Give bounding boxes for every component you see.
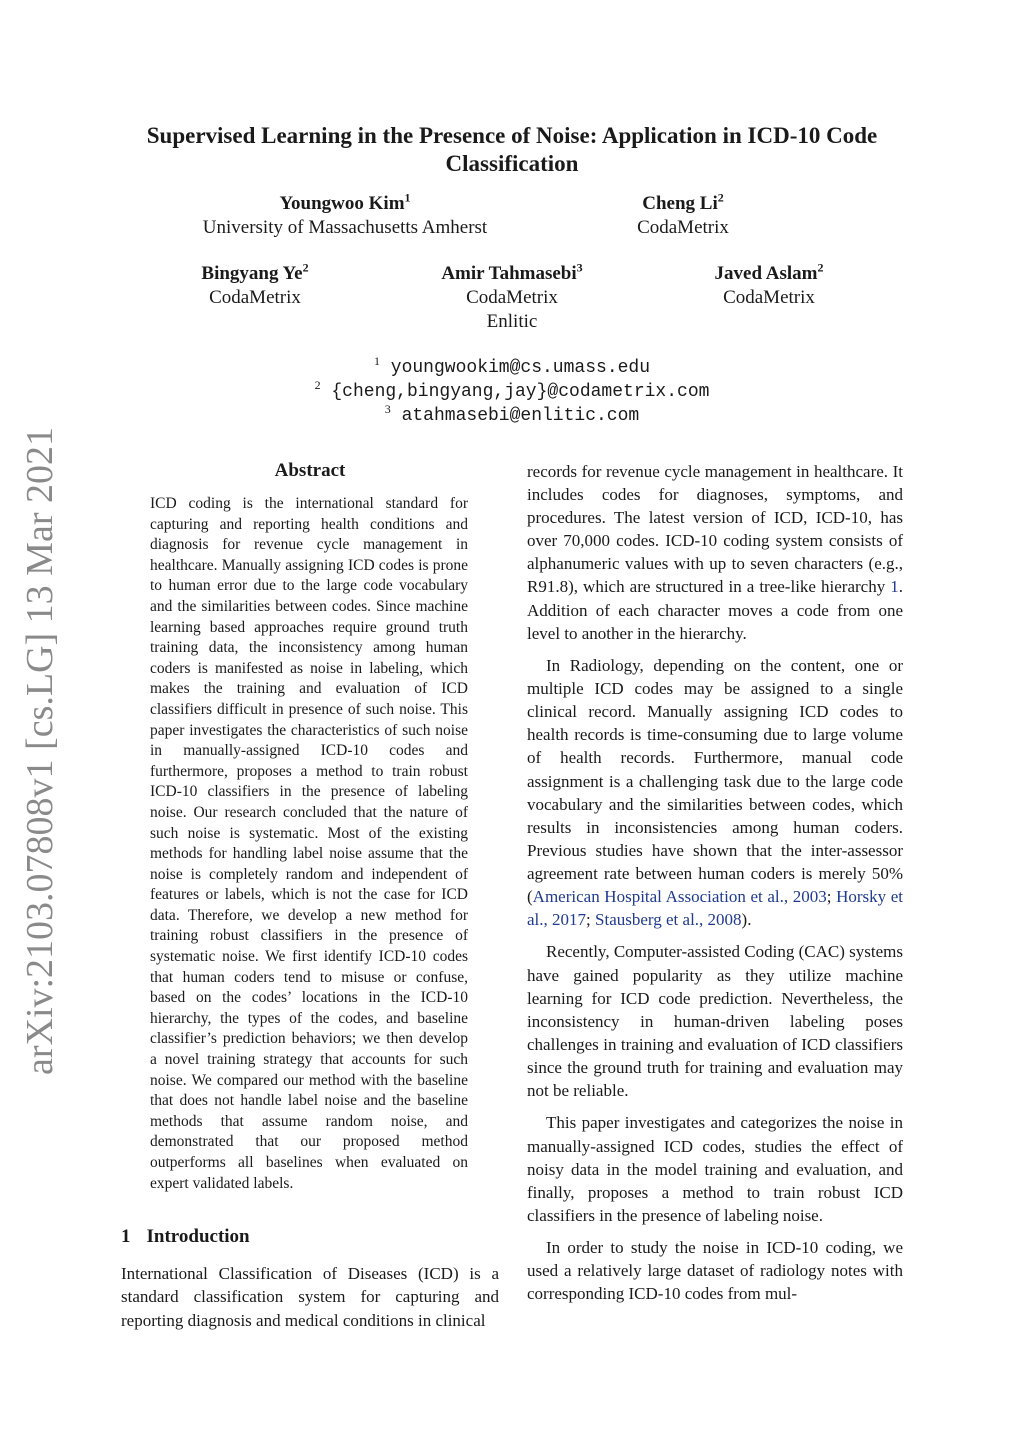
author-name: Javed Aslam$^2$ (714, 260, 824, 284)
citation-link[interactable]: American Hospital Association et al., 2003 (532, 886, 827, 906)
body-paragraph: records for revenue cycle management in healthcare. It includes codes for diagnoses, symptoms, and procedures. The latest version of ICD, ICD-10, has over 70,000 codes. ICD-10 coding system consists of alphanumeric values with up to seven characters (e.g., R91.8), which are structured in a tree-like hierarchy 1. Addition of each character moves a code from one level to another in the hierarchy. (527, 462, 903, 643)
intro-paragraph: International Classification of Diseases (ICD) is a standard classification system for capturing and reporting diagnosis and medical conditions in clinical (121, 1264, 499, 1330)
author-block (180, 192, 510, 240)
email-line: $^2$ {cheng,bingyang,jay}@codametrix.com (314, 378, 710, 402)
abstract-body: ICD coding is the international standard for capturing and reporting health conditions and diagnosis for revenue cycle management in healthcare. Manually assigning ICD codes is prone to human error due to the large code vocabulary and the similarities between codes. Since machine learning based approaches require ground truth training data, the inconsistency among human coders is manifested as noise in labeling, which makes the training and evaluation of ICD classifiers difficult in presence of such noise. This paper investigates the characteristics of such noise in manually-assigned ICD-10 codes and furthermore, proposes a method to train robust ICD-10 classifiers in the presence of labeling noise. Our research concluded that the nature of such noise is systematic. Most of the existing methods for handling label noise assume that the noise is completely random and independent of features or labels, which is not the case for ICD data. Therefore, we develop a new method for training robust classifiers in the presence of systematic noise. We first identify ICD-10 codes that human coders tend to misuse or confuse, based on the codes’ locations in the ICD-10 hierarchy, the types of the codes, and baseline classifier’s prediction behaviors; we then develop a novel training strategy that accounts for such noise. We compared our method with the baseline that does not handle label noise and the baseline methods that assume random noise, and demonstrated that our proposed method outperforms all baselines when evaluated on expert validated labels. (150, 495, 468, 1192)
citation-link[interactable]: Stausberg et al., 2008 (595, 910, 742, 930)
author-affiliation: CodaMetrix (466, 287, 558, 308)
author-block (669, 262, 869, 310)
author-block (402, 262, 622, 334)
section-title: Introduction (146, 1226, 250, 1247)
section-heading (121, 1226, 250, 1248)
author-name: Cheng Li$^2$ (642, 190, 724, 214)
author-affiliation: CodaMetrix (723, 287, 815, 308)
author-block (583, 192, 783, 240)
paper-title: Supervised Learning in the Presence of Noise: Application in ICD-10 Code Classification (146, 123, 878, 176)
author-affiliation-2: Enlitic (486, 311, 538, 332)
author-name: Amir Tahmasebi$^3$ (441, 260, 583, 284)
author-affiliation: CodaMetrix (637, 217, 729, 238)
arxiv-identifier: arXiv:2103.07808v1 [cs.LG] 13 Mar 2021 (19, 427, 61, 1076)
right-column (527, 460, 903, 1315)
abstract-heading: Abstract (274, 460, 346, 481)
section-number: 1 (121, 1226, 131, 1247)
body-paragraph: This paper investigates and categorizes the noise in manually-assigned ICD codes, studies the effect of noisy data in the model training and evaluation, and finally, proposes a method to train robust ICD classifiers in the presence of labeling noise. (527, 1113, 903, 1225)
figure-reference-link[interactable]: 1 (890, 577, 899, 597)
author-name: Youngwoo Kim$^1$ (279, 190, 411, 214)
citation-link[interactable]: Horsky et al., 2017 (527, 886, 903, 930)
author-emails (200, 356, 824, 428)
author-affiliation: University of Massachusetts Amherst (202, 217, 488, 238)
author-affiliation: CodaMetrix (209, 287, 301, 308)
body-paragraph: In Radiology, depending on the content, one or multiple ICD codes may be assigned to a single clinical record. Manually assigning ICD codes to health records is time-consuming due to large volume of health records. Furthermore, manual code assignment is a challenging task due to the large code vocabulary and the similarities between codes, which results in inconsistencies among human coders. Previous studies have shown that the inter-assessor agreement rate between human coders is merely 50% (American Hospital Association et al., 2003; Horsky et al., 2017; Stausberg et al., 2008). (527, 656, 903, 930)
author-block (155, 262, 355, 310)
body-paragraph: Recently, Computer-assisted Coding (CAC) systems have gained popularity as they utilize machine learning for ICD code prediction. Nevertheless, the inconsistency in human-driven labeling poses challenges in training and evaluation of ICD classifiers since the ground truth for training and evaluation may not be reliable. (527, 942, 903, 1101)
email-line: $^1$ youngwookim@cs.umass.edu (373, 354, 651, 378)
author-name: Bingyang Ye$^2$ (201, 260, 309, 284)
email-line: $^3$ atahmasebi@enlitic.com (384, 402, 640, 426)
body-paragraph: In order to study the noise in ICD-10 coding, we used a relatively large dataset of radiology notes with corresponding ICD-10 codes from mul- (527, 1238, 903, 1304)
